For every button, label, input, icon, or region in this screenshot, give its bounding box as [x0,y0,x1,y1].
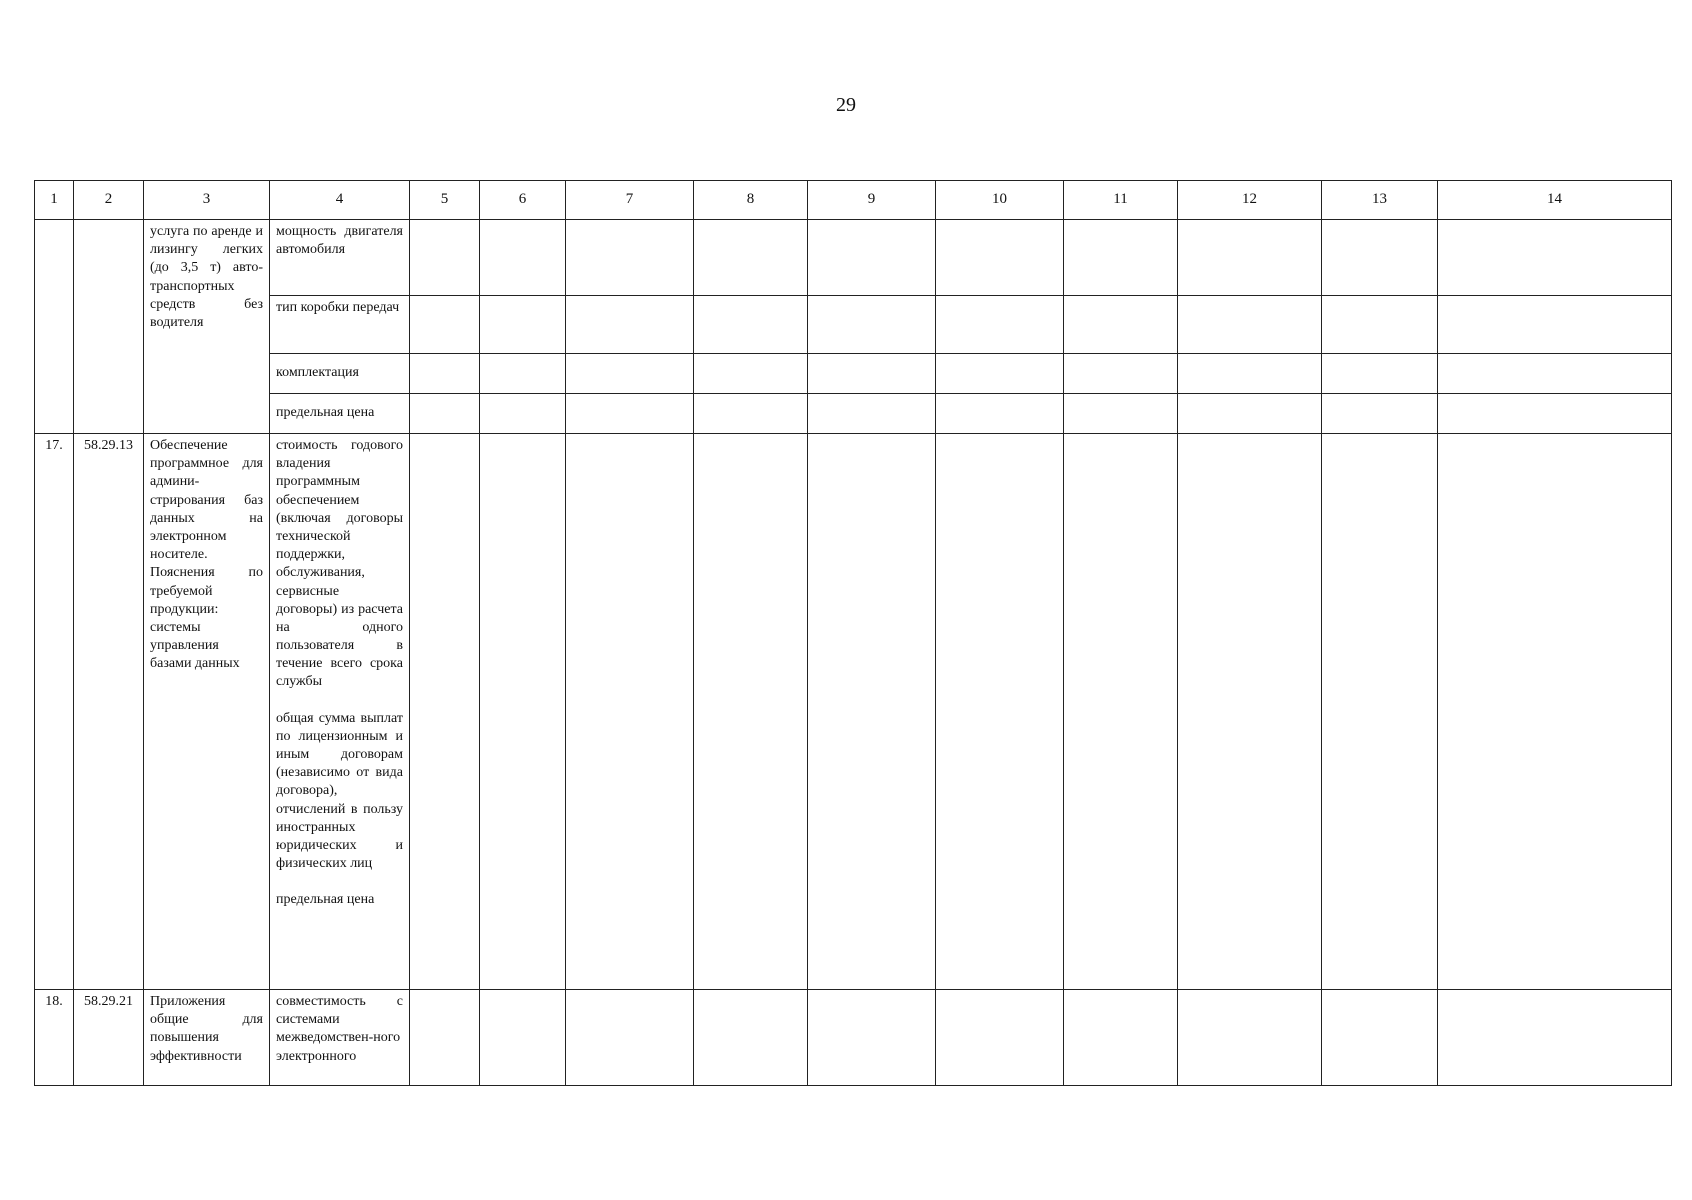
column-header: 10 [936,181,1064,220]
row-number-cell: 17. [35,434,74,990]
requirements-table [34,180,1672,1086]
characteristic-text: стоимость годового владения программным обеспечением (включая договоры технической поддержки, обслуживания, сервисные договоры) из расчета на одного пользователя в течение всего срока службы [276,438,403,690]
column-header: 9 [808,181,936,220]
table-row [35,434,1672,990]
characteristic-cell [270,434,410,990]
row-number-cell: 18. [35,990,74,1086]
table-row [35,990,1672,1086]
column-header: 13 [1322,181,1438,220]
characteristic-text: общая сумма выплат по лицензионным и иным договорам (независимо от вида договора), отчислений в пользу иностранных юридических и физических лиц [276,710,403,872]
characteristic-cell: комплектация [270,354,410,394]
column-header: 12 [1178,181,1322,220]
row-code-cell: 58.29.13 [74,434,144,990]
column-header: 4 [270,181,410,220]
column-header: 7 [566,181,694,220]
column-header: 5 [410,181,480,220]
column-header: 8 [694,181,808,220]
table-row [35,394,1672,434]
column-header: 1 [35,181,74,220]
row-name-cell: услуга по аренде и лизингу легких (до 3,5 т) авто-транспортных средств без водителя [144,220,270,434]
table-row [35,296,1672,354]
row-name-cell: Приложения общие для повышения эффективности [144,990,270,1086]
column-header: 2 [74,181,144,220]
characteristic-text: предельная цена [276,892,375,908]
row-code-cell [74,220,144,434]
characteristic-cell: совместимость с системами межведомствен-ного электронного [270,990,410,1086]
column-header: 14 [1438,181,1672,220]
row-name-cell: Обеспечение программное для админи-стрирования баз данных на электронном носителе. Пояснения по требуемой продукции: системы управления базами данных [144,434,270,990]
row-code-cell: 58.29.21 [74,990,144,1086]
page-number: 29 [836,94,856,116]
column-header: 11 [1064,181,1178,220]
header-row [35,181,1672,220]
characteristic-cell: тип коробки передач [270,296,410,354]
row-number-cell [35,220,74,434]
column-header: 6 [480,181,566,220]
table-row [35,354,1672,394]
table-row [35,220,1672,296]
characteristic-cell: предельная цена [270,394,410,434]
characteristic-cell: мощность двигателя автомобиля [270,220,410,296]
column-header: 3 [144,181,270,220]
